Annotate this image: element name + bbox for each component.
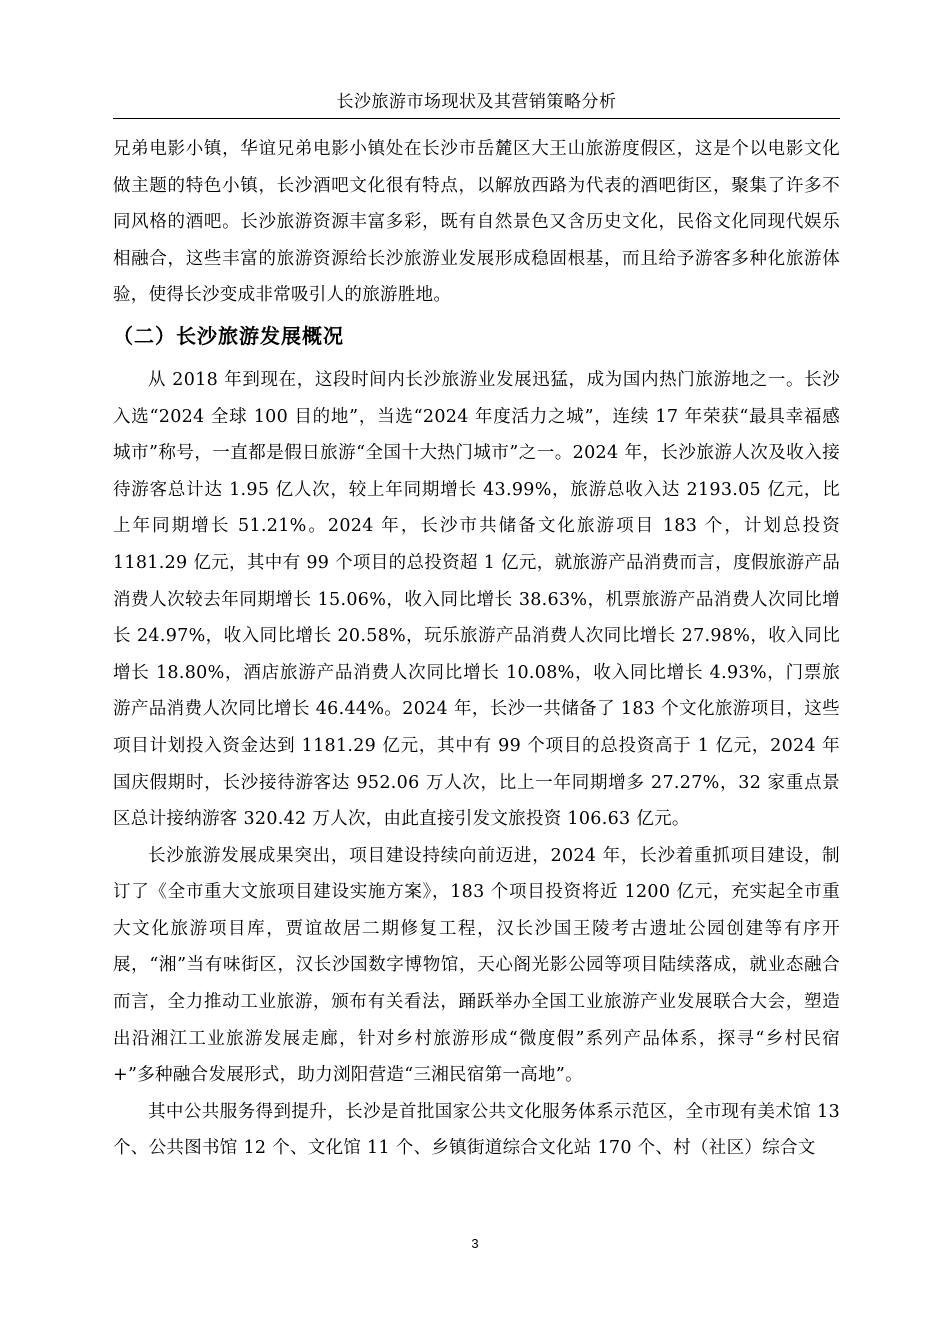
body-paragraph-4: 其中公共服务得到提升，长沙是首批国家公共文化服务体系示范区，全市现有美术馆 13 个、公共图书馆 12 个、文化馆 11 个、乡镇街道综合文化站 170 个、村（社区）综合文 [113, 1101, 840, 1159]
body-paragraph-1: 兄弟电影小镇，华谊兄弟电影小镇处在长沙市岳麓区大王山旅游度假区，这是个以电影文化做主题的特色小镇，长沙酒吧文化很有特点，以解放西路为代表的酒吧街区，聚集了许多不同风格的酒吧。长沙旅游资源丰富多彩，既有自然景色又含历史文化，民俗文化同现代娱乐相融合，这些丰富的旅游资源给长沙旅游业发展形成稳固根基，而且给予游客多种化旅游体验，使得长沙变成非常吸引人的旅游胜地。 [113, 139, 840, 306]
page-number: 3 [471, 1236, 479, 1251]
body-paragraph-3: 长沙旅游发展成果突出，项目建设持续向前迈进，2024 年，长沙着重抓项目建设，制订了《全市重大文旅项目建设实施方案》，183 个项目投资将近 1200 亿元，充实起全市重大文化旅游项目库，贾谊故居二期修复工程，汉长沙国王陵考古遗址公园创建等有序开展，“湘”当有味街区，汉长沙国数字博物馆，天心阁光影公园等项目陆续落成，就业态融合而言，全力推动工业旅游，颁布有关看法，踊跃举办全国工业旅游产业发展联合大会，塑造出沿湘江工业旅游发展走廊，针对乡村旅游形成“微度假”系列产品体系，探寻“乡村民宿+”多种融合发展形式，助力浏阳营造“三湘民宿第一高地”。 [113, 845, 840, 1086]
header-divider [113, 118, 840, 119]
body-paragraph-2: 从 2018 年到现在，这段时间内长沙旅游业发展迅猛，成为国内热门旅游地之一。长沙入选“2024 全球 100 目的地”，当选“2024 年度活力之城”，连续 17 年荣获“最具幸福感城市”称号，一直都是假日旅游“全国十大热门城市”之一。2024 年，长沙旅游人次及收入接待游客总计达 1.95 亿人次，较上年同期增长 43.99%，旅游总收入达 2193.05 亿元，比上年同期增长 51.21%。2024 年，长沙市共储备文化旅游项目 183 个，计划总投资 1181.29 亿元，其中有 99 个项目的总投资超 1 亿元，就旅游产品消费而言，度假旅游产品消费人次较去年同期增长 15.06%，收入同比增长 38.63%，机票旅游产品消费人次同比增长 24.97%，收入同比增长 20.58%，玩乐旅游产品消费人次同比增长 27.98%，收入同比增长 18.80%，酒店旅游产品消费人次同比增长 10.08%，收入同比增长 4.93%，门票旅游产品消费人次同比增长 46.44%。2024 年，长沙一共储备了 183 个文化旅游项目，这些项目计划投入资金达到 1181.29 亿元，其中有 99 个项目的总投资高于 1 亿元，2024 年国庆假期时，长沙接待游客达 952.06 万人次，比上一年同期增多 27.27%，32 家重点景区总计接纳游客 320.42 万人次，由此直接引发文旅投资 106.63 亿元。 [113, 369, 840, 830]
section-heading: （二）长沙旅游发展概况 [113, 323, 344, 348]
body-content [113, 131, 840, 1167]
running-header-title: 长沙旅游市场现状及其营销策略分析 [336, 92, 617, 112]
